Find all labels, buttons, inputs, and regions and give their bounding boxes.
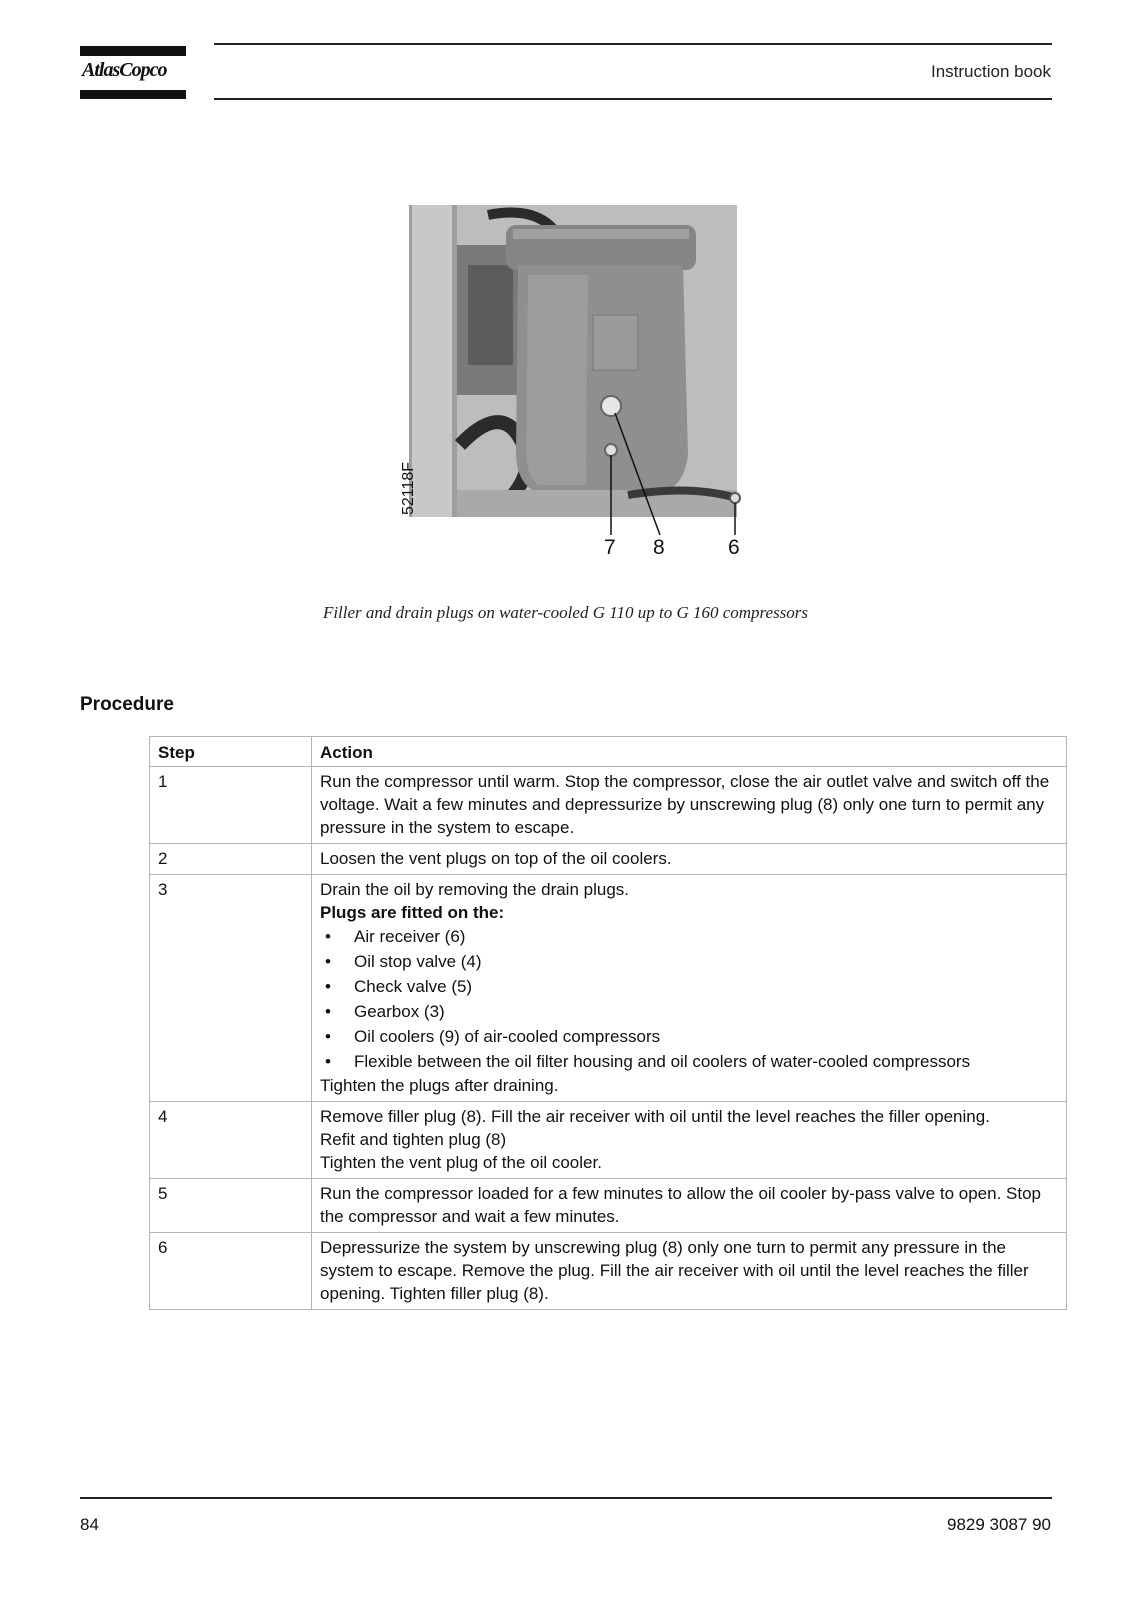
document-type: Instruction book <box>930 62 1051 81</box>
atlas-copco-logo <box>80 46 186 99</box>
table-row <box>150 875 1067 1102</box>
callout-6: 6 <box>728 536 740 559</box>
callout-8: 8 <box>653 536 665 559</box>
step-number: 1 <box>150 767 312 844</box>
plugs-heading: Plugs are fitted on the: <box>320 903 505 922</box>
header-action: Action <box>312 737 1067 767</box>
step-line: Tighten the vent plug of the oil cooler. <box>320 1153 602 1172</box>
step-outro: Tighten the plugs after draining. <box>320 1076 559 1095</box>
step-line: Refit and tighten plug (8) <box>320 1130 507 1149</box>
step-action: Run the compressor loaded for a few minutes to allow the oil cooler by-pass valve to open. Stop the compressor and wait a few minutes. <box>312 1179 1067 1233</box>
plug-list <box>320 924 1062 1074</box>
step-action: Run the compressor until warm. Stop the compressor, close the air outlet valve and switch off the voltage. Wait a few minutes and depressurize by unscrewing plug (8) only one turn to permit any pressure in the system to escape. <box>312 767 1067 844</box>
logo-bar-top <box>80 46 186 56</box>
list-item: • Oil coolers (9) of air-cooled compressors <box>320 1024 1062 1049</box>
step-number: 5 <box>150 1179 312 1233</box>
header-rule-bottom <box>214 98 1052 100</box>
header-rule-top <box>214 43 1052 45</box>
step-action <box>312 1102 1067 1179</box>
callout-7: 7 <box>604 536 616 559</box>
list-item: • Oil stop valve (4) <box>320 949 1062 974</box>
document-number: 9829 3087 90 <box>947 1515 1051 1534</box>
step-action: Loosen the vent plugs on top of the oil coolers. <box>312 844 1067 875</box>
step-action <box>312 875 1067 1102</box>
step-number: 3 <box>150 875 312 1102</box>
logo-bar-bottom <box>80 90 186 99</box>
step-number: 6 <box>150 1233 312 1310</box>
figure-caption: Filler and drain plugs on water-cooled G 110 up to G 160 compressors <box>322 603 809 622</box>
step-number: 4 <box>150 1102 312 1179</box>
page-number: 84 <box>80 1515 99 1534</box>
table-row <box>150 1179 1067 1233</box>
header-step: Step <box>150 737 312 767</box>
footer-rule <box>80 1497 1052 1499</box>
list-item: • Flexible between the oil filter housing and oil coolers of water-cooled compressors <box>320 1049 1062 1074</box>
procedure-table <box>149 736 1067 1310</box>
compressor-photo <box>388 205 768 580</box>
table-row <box>150 844 1067 875</box>
step-action: Depressurize the system by unscrewing plug (8) only one turn to permit any pressure in the system to escape. Remove the plug. Fill the air receiver with oil until the level reaches the filler opening. Tighten filler plug (8). <box>312 1233 1067 1310</box>
table-row <box>150 767 1067 844</box>
list-item: • Gearbox (3) <box>320 999 1062 1024</box>
table-header-row <box>150 737 1067 767</box>
list-item: • Check valve (5) <box>320 974 1062 999</box>
logo-text: AtlasCopco <box>82 59 167 81</box>
step-intro: Drain the oil by removing the drain plugs. <box>320 880 629 899</box>
list-item: • Air receiver (6) <box>320 924 1062 949</box>
step-number: 2 <box>150 844 312 875</box>
section-title: Procedure <box>80 694 174 715</box>
table-row <box>150 1102 1067 1179</box>
step-line: Remove filler plug (8). Fill the air receiver with oil until the level reaches the filler opening. <box>320 1107 990 1126</box>
figure-code: 52118F <box>400 461 417 515</box>
table-row <box>150 1233 1067 1310</box>
